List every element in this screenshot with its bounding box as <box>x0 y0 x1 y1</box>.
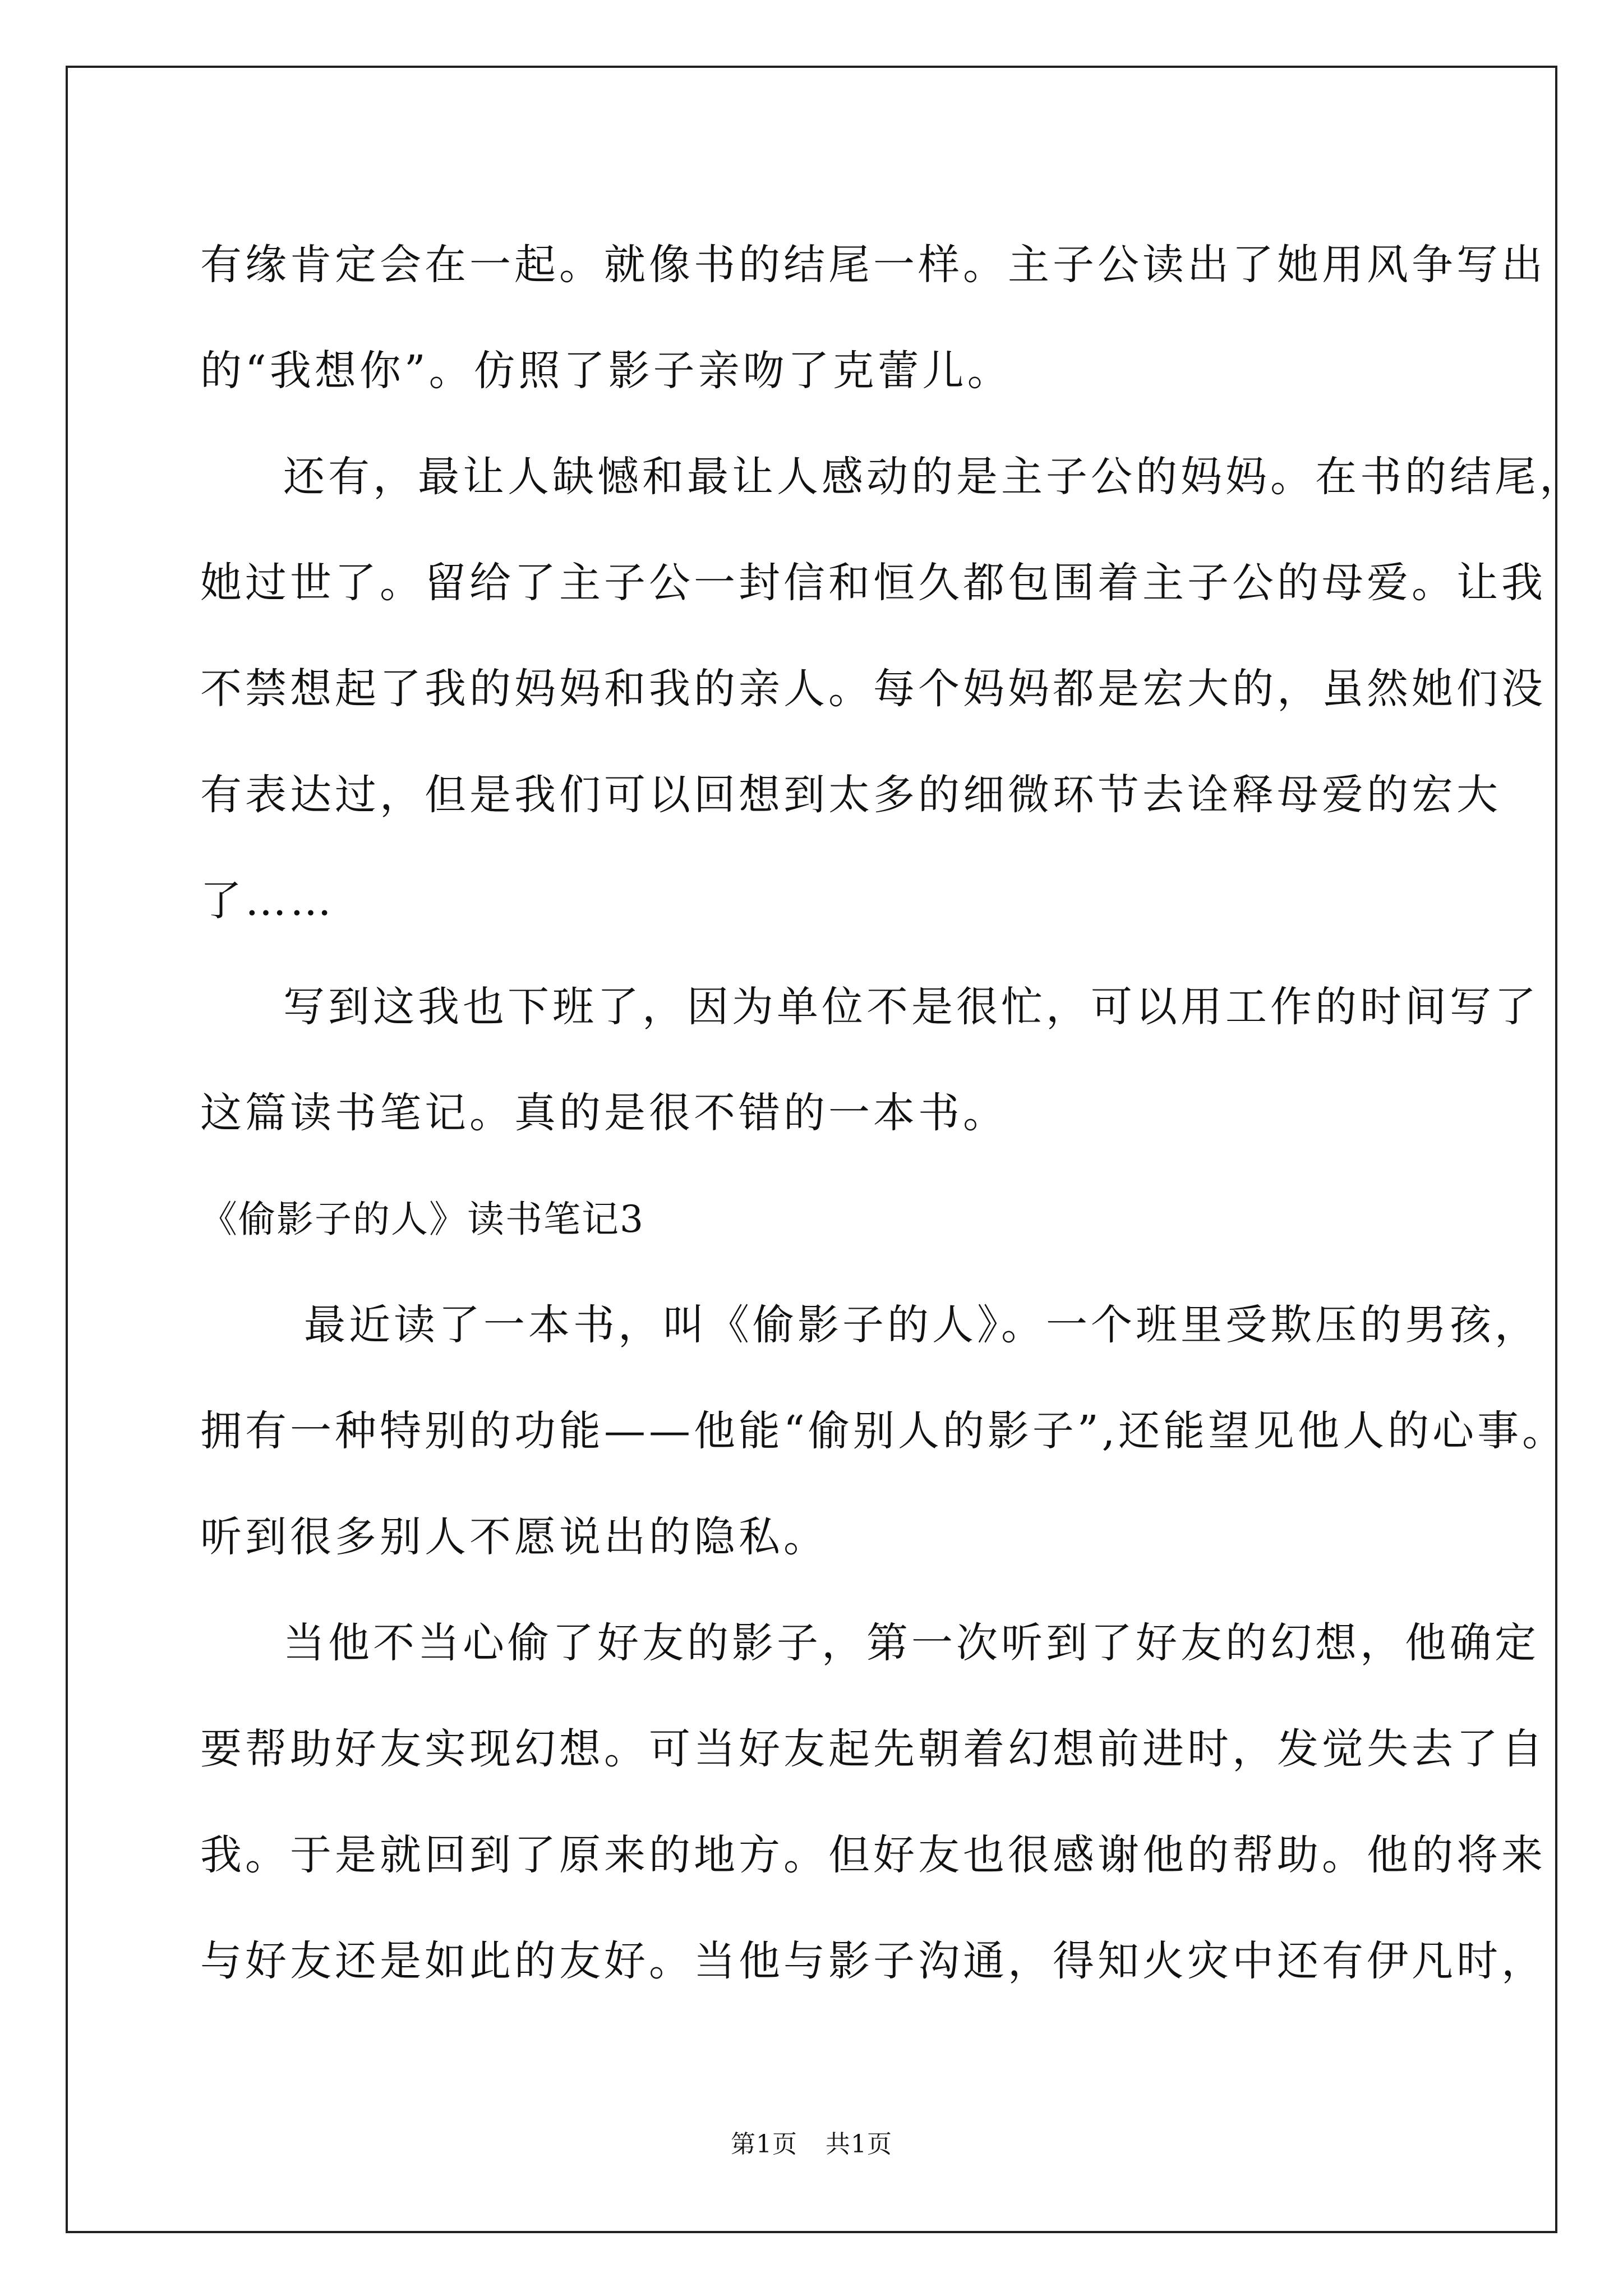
paragraph-line: 了…… <box>200 877 335 925</box>
paragraph-line: 当他不当心偷了好友的影子，第一次听到了好友的幻想，他确定 <box>283 1619 1539 1667</box>
paragraph-line: 写到这我也下班了，因为单位不是很忙，可以用工作的时间写了 <box>283 983 1539 1031</box>
page-footer <box>0 2124 1623 2160</box>
paragraph-line: 不禁想起了我的妈妈和我的亲人。每个妈妈都是宏大的，虽然她们没 <box>200 665 1546 713</box>
paragraph-line: 最近读了一本书，叫《偷影子的人》。一个班里受欺压的男孩， <box>304 1301 1539 1349</box>
paragraph-line: 与好友还是如此的友好。当他与影子沟通，得知火灾中还有伊凡时， <box>200 1937 1546 1985</box>
document-body <box>200 212 1584 2014</box>
paragraph-line: 拥有一种特别的功能——他能“偷别人的影子”,还能望见他人的心事。 <box>200 1407 1567 1455</box>
paragraph-line: 她过世了。留给了主子公一封信和恒久都包围着主子公的母爱。让我 <box>200 559 1546 607</box>
paragraph-line: 有缘肯定会在一起。就像书的结尾一样。主子公读出了她用风争写出 <box>200 241 1546 289</box>
section-heading: 《偷影子的人》读书笔记3 <box>200 1198 644 1241</box>
paragraph-line: 要帮助好友实现幻想。可当好友起先朝着幻想前进时，发觉失去了自 <box>200 1725 1546 1773</box>
paragraph-line: 我。于是就回到了原来的地方。但好友也很感谢他的帮助。他的将来 <box>200 1831 1546 1879</box>
paragraph-line: 听到很多别人不愿说出的隐私。 <box>200 1513 828 1561</box>
paragraph-line: 这篇读书笔记。真的是很不错的一本书。 <box>200 1089 1008 1137</box>
page-total: 共1页 <box>826 2130 892 2159</box>
page-number: 第1页 <box>731 2130 797 2159</box>
paragraph-line: 还有，最让人缺憾和最让人感动的是主子公的妈妈。在书的结尾， <box>283 453 1584 501</box>
paragraph-line: 的“我想你”。仿照了影子亲吻了克蕾儿。 <box>200 347 1012 395</box>
paragraph-line: 有表达过，但是我们可以回想到太多的细微环节去诠释母爱的宏大 <box>200 771 1501 819</box>
